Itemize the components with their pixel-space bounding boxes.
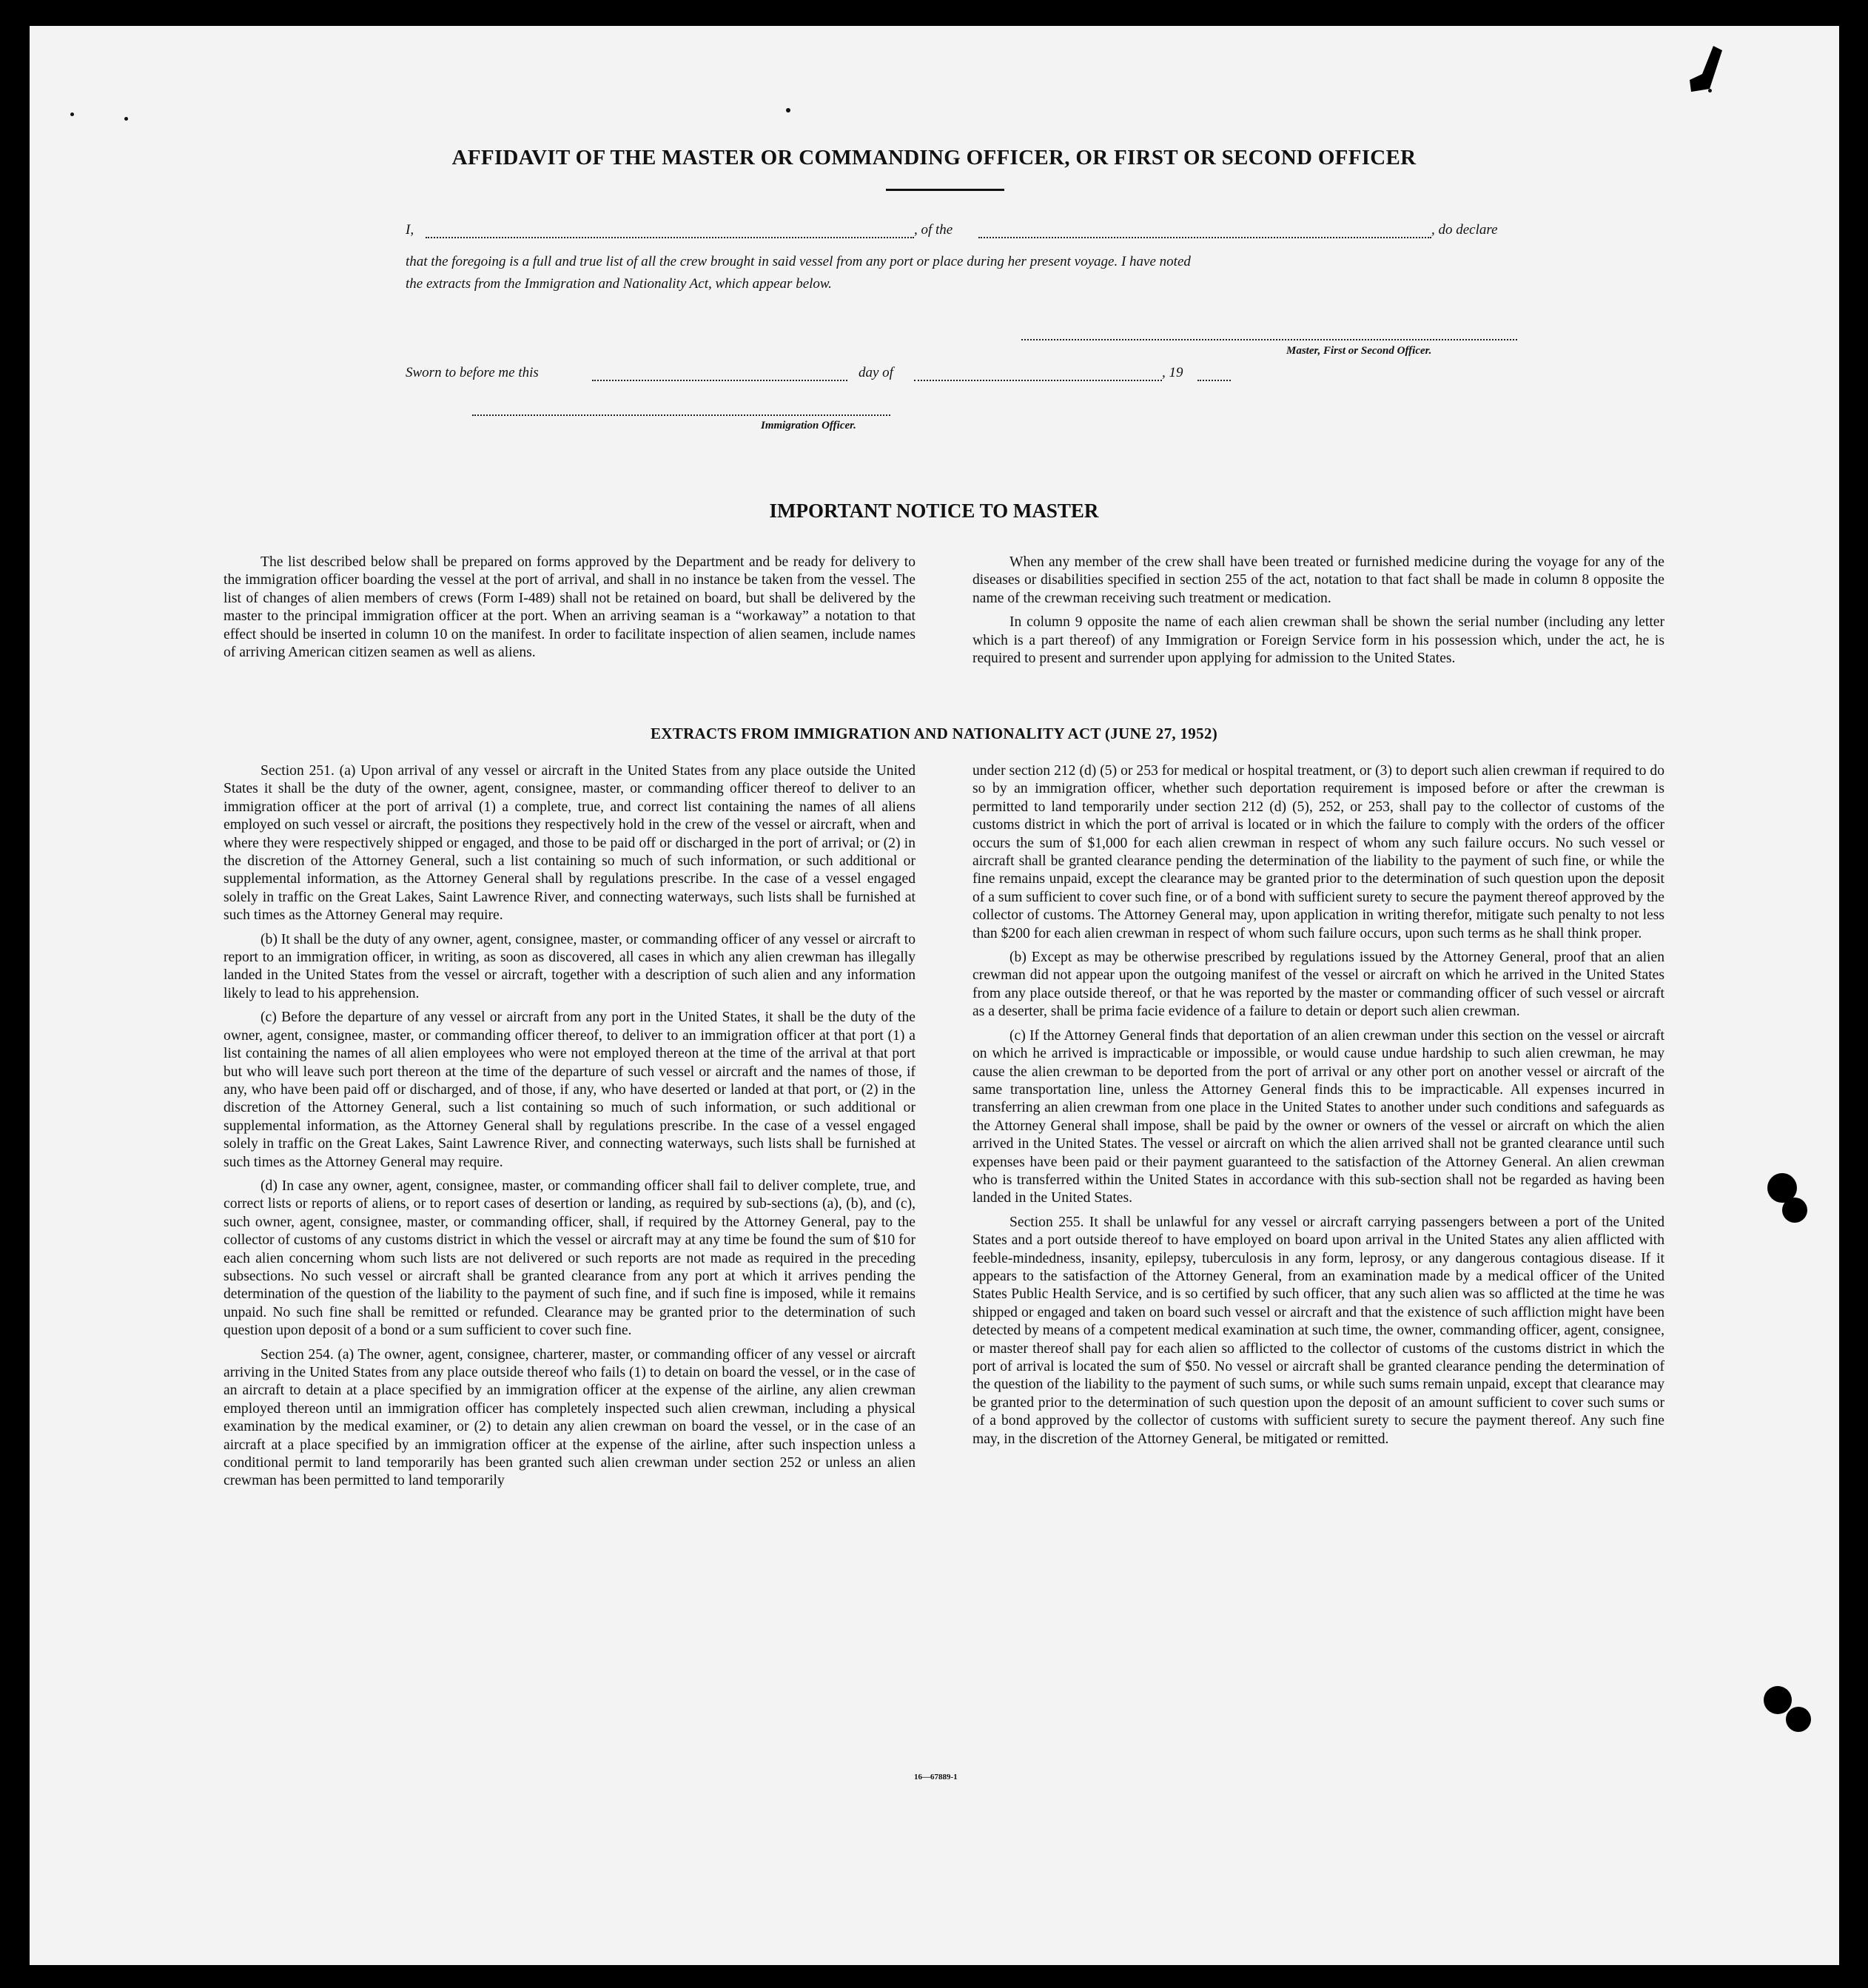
declaration-line-2: the extracts from the Immigration and Nationality Act, which appear below. — [406, 276, 832, 292]
sworn-month-field[interactable] — [914, 380, 1162, 381]
scan-speck — [70, 113, 74, 116]
notice-left-paragraph: The list described below shall be prepared on forms approved by the Department and be ready for delivery to the immigration officer boarding the vessel at the port of arrival, and shall in no instance be taken from the vessel. The list of changes of alien members of crews (Form I-489) shall not be retained on board, but shall be delivered by the master to the principal immigration officer at the port. When an arriving seaman is a “workaway” a notation to that effect should be inserted in column 10 on the manifest. In order to facilitate inspection of alien seamen, include names of arriving American citizen seamen as well as aliens. — [224, 554, 915, 661]
corner-ink-mark — [1669, 44, 1728, 104]
section-251b: (b) It shall be the duty of any owner, agent, consignee, master, or commanding officer of any vessel or aircraft to report to an immigration officer, in writing, as soon as discovered, all cases in which any alien crewman has illegally landed in the United States from the vessel or aircraft, together with a description of such alien and any information likely to lead to his apprehension. — [224, 931, 915, 1001]
section-254b: (b) Except as may be otherwise prescribed by regulations issued by the Attorney General, proof that an alien crewman did not appear upon the outgoing manifest of the vessel or aircraft on which he arrived in the United States from any place outside thereof, or that he was reported by the master or commanding officer of such vessel or aircraft as a deserter, shall be prima facie evidence of a failure to detain or deport such alien crewman. — [972, 950, 1664, 1020]
sworn-label: Sworn to before me this — [406, 365, 539, 380]
immigration-officer-signature-field[interactable] — [472, 414, 890, 416]
affidavit-title: AFFIDAVIT OF THE MASTER OR COMMANDING OFFICER, OR FIRST OR SECOND OFFICER — [451, 146, 1417, 169]
section-251c: (c) Before the departure of any vessel or aircraft from any port in the United States, it shall be the duty of the owner, agent, consignee, master, or commanding officer thereof, to deliver to an immigration officer at that port (1) a list containing the names of all alien employees who were not employed thereon at the time of the arrival at that port but who will leave such port thereon at the time of the departure of such vessel or aircraft and the names of those, if any, who have been paid off or discharged, and of those, if any, who have deserted or landed at that port, or (2) in the discretion of the Attorney General, such a list containing so much of such information, or such additional or supplemental information, as the Attorney General shall by regulations prescribe. In the case of a vessel engaged solely in traffic on the Great Lakes, Saint Lawrence River, and connecting waterways, such lists shall be furnished at such times as the Attorney General may require. — [224, 1010, 915, 1170]
master-signature-caption: Master, First or Second Officer. — [1286, 345, 1432, 357]
title-underline — [886, 189, 1004, 191]
sworn-day-field[interactable] — [592, 380, 847, 381]
notice-title: IMPORTANT NOTICE TO MASTER — [769, 500, 1099, 522]
master-signature-field[interactable] — [1021, 339, 1517, 340]
extracts-title: EXTRACTS FROM IMMIGRATION AND NATIONALITY ACT (JUNE 27, 1952) — [651, 725, 1217, 742]
extracts-left-column — [224, 762, 915, 1497]
scan-speck — [124, 117, 128, 121]
notice-left-column — [224, 554, 915, 668]
binder-hole-blot — [1764, 1686, 1792, 1714]
do-declare-label: , do declare — [1431, 222, 1498, 238]
declarant-prefix: I, — [406, 222, 414, 238]
binder-hole-blot — [1782, 1198, 1807, 1223]
declaration-line-1: that the foregoing is a full and true list of all the crew brought in said vessel from any port or place during her present voyage. I have noted — [406, 254, 1191, 269]
notice-right-paragraph-1: When any member of the crew shall have been treated or furnished medicine during the voyage for any of the diseases or disabilities specified in section 255 of the act, notation to that fact shall be made in column 8 opposite the name of the crewman receiving such treatment or medication. — [972, 554, 1664, 606]
notice-right-column — [972, 554, 1664, 674]
section-254c: (c) If the Attorney General finds that deportation of an alien crewman under this section on the vessel or aircraft on which he arrived is impracticable or impossible, or would cause undue hardship to such alien crewman, he may cause the alien crewman to be deported from the port of arrival or any other port on another vessel or aircraft of the same transportation line, unless the Attorney General finds this to be impracticable. All expenses incurred in transferring an alien crewman from one place in the United States to another under such conditions and safeguards as the Attorney General shall impose, shall be paid by the owner or owners of the vessel or aircraft on which the alien arrived in the United States. The vessel or aircraft on which the alien arrived shall not be granted clearance until such expenses have been paid or their payment guaranteed to the satisfaction of the Attorney General. An alien crewman who is transferred within the United States in accordance with this sub-section shall not be regarded as having been landed in the United States. — [972, 1027, 1664, 1206]
extracts-right-column — [972, 762, 1664, 1454]
of-the-label: , of the — [914, 222, 953, 238]
section-251a: Section 251. (a) Upon arrival of any vessel or aircraft in the United States from any place outside the United States it shall be the duty of the owner, agent, consignee, master, or commanding officer thereof to deliver to an immigration officer at the port of arrival (1) a complete, true, and correct list containing the names of all aliens employed on such vessel or aircraft, the positions they respectively hold in the crew of the vessel or aircraft, when and where they were respectively shipped or engaged, and those to be paid off or discharged in the port of arrival; or (2) in the discretion of the Attorney General, such a list containing so much of such information, or such additional or supplemental information, as the Attorney General shall by regulations prescribe. In the case of a vessel engaged solely in traffic on the Great Lakes, Saint Lawrence River, and connecting waterways, such lists shall be furnished at such times as the Attorney General may require. — [224, 763, 915, 924]
year-label: , 19 — [1162, 365, 1183, 380]
section-251d: (d) In case any owner, agent, consignee, master, or commanding officer shall fail to deliver complete, true, and correct lists or reports of aliens, or to report cases of desertion or landing, as required by sub-sections (a), (b), and (c), such owner, agent, consignee, master, or commanding officer, shall, if required by the Attorney General, pay to the collector of customs of any customs district in which the vessel or aircraft may at any time be found the sum of $10 for each alien concerning whom such lists are not delivered or such reports are not made as required in the preceding subsections. No such vessel or aircraft shall be granted clearance from any port at which it arrives pending the determination of the question of the liability to the payment of such fine, and if such fine is imposed, while it remains unpaid. No such fine shall be remitted or refunded. Clearance may be granted prior to the determination of such question upon deposit of a bond or a sum sufficient to cover such fine. — [224, 1178, 915, 1339]
form-number: 16—67889-1 — [914, 1773, 958, 1782]
immigration-officer-caption: Immigration Officer. — [761, 420, 856, 431]
notice-right-paragraph-2: In column 9 opposite the name of each alien crewman shall be shown the serial number (including any letter which is a part thereof) of any Immigration or Foreign Service form in his possession which, under the act, he is required to present and surrender upon applying for admission to the United States. — [972, 614, 1664, 667]
day-of-label: day of — [859, 365, 893, 380]
binder-hole-blot — [1786, 1707, 1811, 1732]
scan-speck — [786, 108, 790, 113]
section-255: Section 255. It shall be unlawful for any vessel or aircraft carrying passengers between a port of the United States and a port outside thereof to have employed on board upon arrival in the United States any alien afflicted with feeble-mindedness, insanity, epilepsy, tuberculosis in any form, leprosy, or any dangerous contagious disease. If it appears to the satisfaction of the Attorney General, from an examination made by a medical officer of the United States Public Health Service, and is so certified by such officer, that any such alien was so afflicted at the time he was shipped or engaged and taken on board such vessel or aircraft and that the existence of such affliction might have been detected by means of a competent medical examination at such time, the owner, commanding officer, agent, consignee, or master thereof shall pay for each alien so afflicted to the collector of customs of the customs district in which the port of arrival is located the sum of $50. No vessel or aircraft shall be granted clearance pending the determination of the question of the liability to the payment of such sums, or while such sums remain unpaid, except that clearance may be granted prior to the determination of such question upon the deposit of an amount sufficient to cover such sums or of a bond approved by the collector of customs with sufficient surety to secure the payment thereof. Any such fine may, in the discretion of the Attorney General, be mitigated or remitted. — [972, 1214, 1664, 1447]
section-254a: Section 254. (a) The owner, agent, consignee, charterer, master, or commanding officer of any vessel or aircraft arriving in the United States from any place outside thereof who fails (1) to detain on board the vessel, or in the case of an aircraft to detain at a place specified by an immigration officer at the expense of the airline, any alien crewman employed thereon until an immigration officer has completely inspected such alien crewman, including a physical examination by the medical examiner, or (2) to detain any alien crewman on board the vessel, or in the case of an aircraft at a place specified by an immigration officer at the expense of the airline, after such inspection unless a conditional permit to land temporarily has been granted such alien crewman under section 252 or unless an alien crewman has been permitted to land temporarily — [224, 1346, 915, 1489]
declarant-name-field[interactable] — [426, 237, 914, 238]
sworn-year-field[interactable] — [1197, 380, 1231, 381]
section-254a-continued: under section 212 (d) (5) or 253 for medical or hospital treatment, or (3) to deport such alien crewman if required to do so by an immigration officer, whether such deportation requirement is imposed before or after the crewman is permitted to land temporarily under section 212 (d) (5), 252, or 253, shall pay to the collector of customs of the customs district in which the port of arrival is located or in which the failure to comply with the orders of the officer occurs the sum of $1,000 for each alien crewman in respect of whom any such failure occurs. No such vessel or aircraft shall be granted clearance pending the determination of the liability to the payment of such fine, or while the fine remains unpaid, except the clearance may be granted prior to the determination of such question upon the deposit of a sum sufficient to cover such fine, or of a bond with sufficient surety to secure the payment thereof approved by the collector of customs. The Attorney General may, upon application in writing therefor, mitigate such penalty to not less than $200 for each alien crewman in respect of whom such failure occurs, upon such terms as he shall think proper. — [972, 763, 1664, 941]
vessel-name-field[interactable] — [978, 237, 1431, 238]
